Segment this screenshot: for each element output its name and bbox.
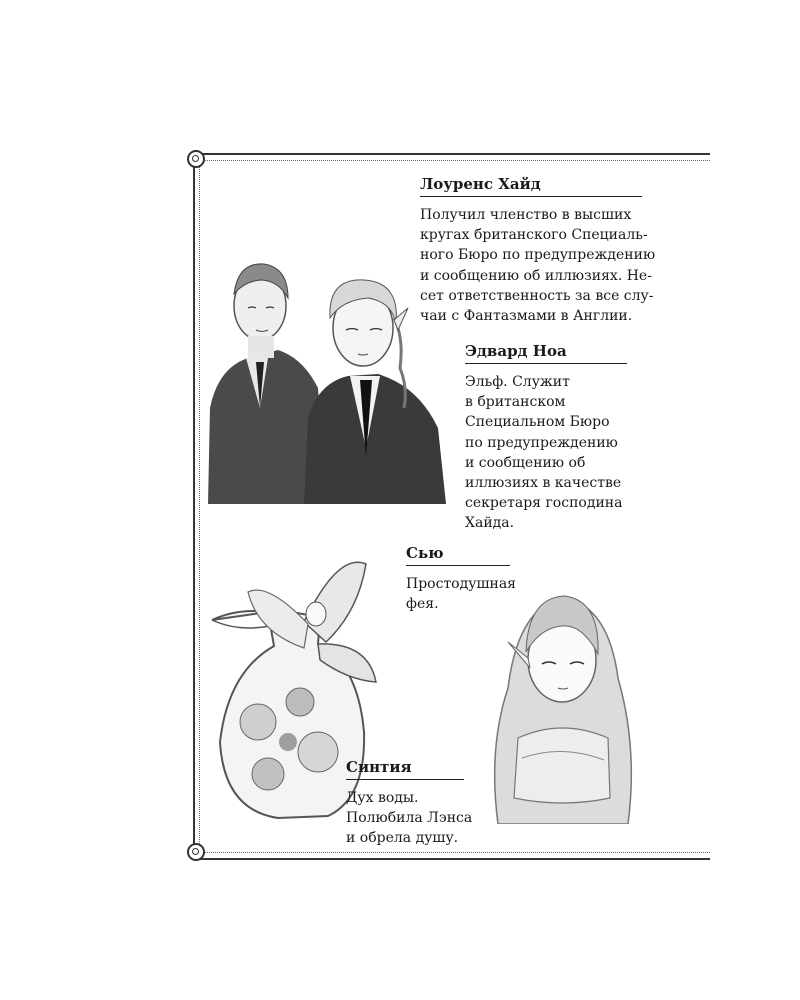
illustration-hyde-and-noah <box>208 258 448 504</box>
description-line: иллюзиях в качестве <box>465 475 622 492</box>
character-description <box>406 574 516 614</box>
description-line: по предупреждению <box>465 434 618 451</box>
character-name: Сью <box>406 544 510 566</box>
character-description <box>420 205 655 326</box>
description-line: и сообщению об иллюзиях. Не- <box>420 267 652 284</box>
description-line: Получил членство в высших <box>420 207 632 223</box>
frame-left-border <box>193 162 200 852</box>
character-description <box>465 372 622 534</box>
frame-corner-ornament <box>187 150 205 168</box>
description-line: Дух воды. <box>346 790 419 806</box>
description-line: чаи с Фантазмами в Англии. <box>420 308 633 325</box>
frame-corner-ornament <box>187 843 205 861</box>
character-name: Эдвард Ноа <box>465 342 627 364</box>
description-line: секретаря господина <box>465 495 623 512</box>
character-description <box>346 788 472 849</box>
description-line: Эльф. Служит <box>465 374 570 390</box>
frame-top-border <box>196 153 710 161</box>
description-line: ного Бюро по предупреждению <box>420 247 656 264</box>
character-name: Лоуренс Хайд <box>420 175 642 197</box>
description-line: кругах британского Специаль- <box>420 227 648 244</box>
description-line: в британском <box>465 394 566 411</box>
description-line: сет ответственность за все слу- <box>420 287 654 304</box>
description-line: и сообщению об <box>465 454 586 471</box>
description-line: Полюбила Лэнса <box>346 810 473 827</box>
description-line: Хайда. <box>465 515 515 532</box>
description-line: и обрела душу. <box>346 830 459 847</box>
description-line: Простодушная <box>406 576 516 592</box>
character-name: Синтия <box>346 758 464 780</box>
description-line: фея. <box>406 596 439 613</box>
illustration-cynthia <box>208 552 378 822</box>
frame-bottom-border <box>196 852 710 860</box>
description-line: Специальном Бюро <box>465 414 610 431</box>
